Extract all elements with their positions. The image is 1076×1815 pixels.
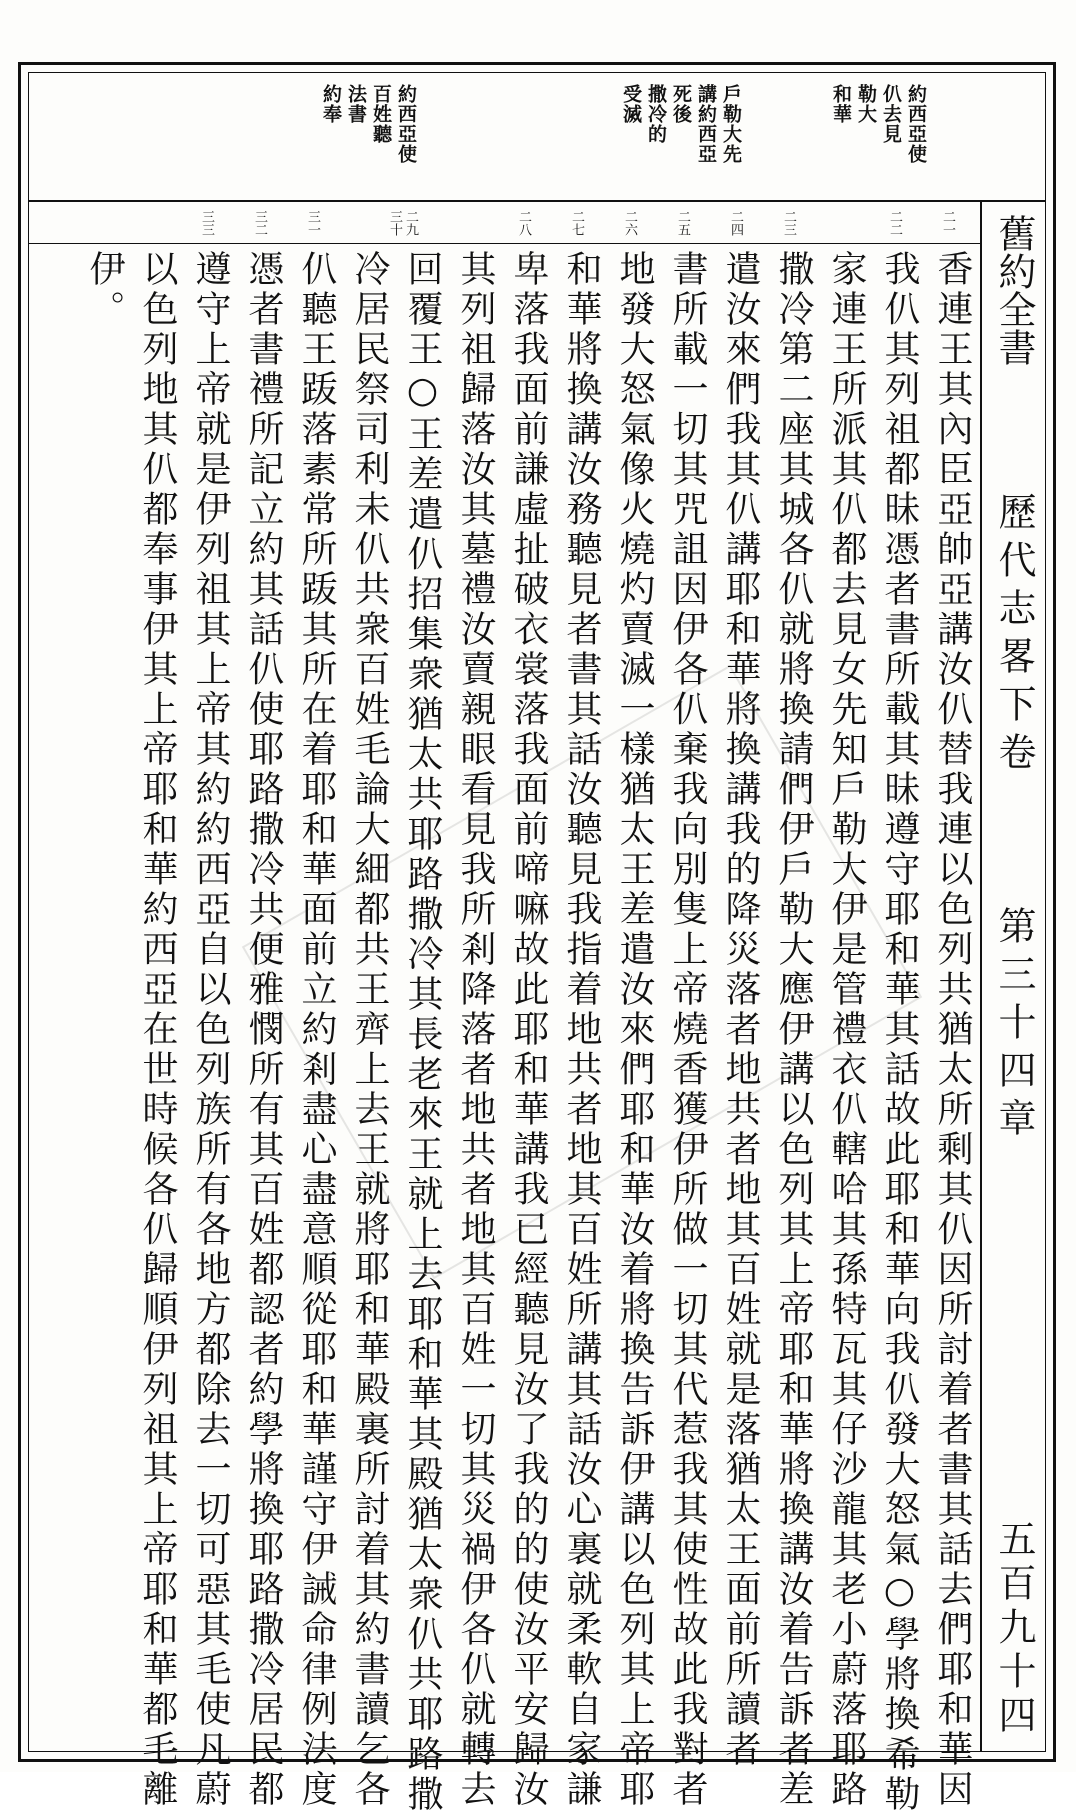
note-3: 勒大 xyxy=(855,84,877,124)
verse-number: 二六 xyxy=(622,210,637,236)
text-column-6: 書所載一切其咒詛因伊各仈棄我向別隻上帝燒香獲伊所做一切其代惹我其使性故此我對者 xyxy=(667,250,708,1810)
running-header xyxy=(990,214,1038,1744)
text-column-3: 家連王所派其仈都去見女先知戶勒大伊是管禮衣仈轄哈其孫特瓦其仔沙龍其老小蔚落耶路 xyxy=(826,250,867,1810)
chapter-label: 第三十四章 xyxy=(992,906,1036,1146)
note-1: 約西亞使 xyxy=(905,84,927,164)
book-subtitle: 歷代志畧下卷 xyxy=(992,492,1036,780)
note-4: 和華 xyxy=(830,84,852,124)
text-column-4: 撒冷第二座其城各仈就將換請們伊戶勒大應伊講以色列其上帝耶和華將換講汝着告訴者差 xyxy=(773,250,814,1810)
note-8: 撒冷的 xyxy=(645,84,667,144)
verse-number: 三三 xyxy=(199,210,214,236)
note-12: 法書 xyxy=(345,84,367,124)
gap xyxy=(992,824,1036,862)
text-column-11: 回覆王○王差遣仈招集衆猶太共耶路撒冷其長老來王就上去耶和華其殿猶太衆仈共耶路撒 xyxy=(402,250,443,1815)
verse-number: 三一 xyxy=(305,210,320,236)
verse-number: 二一 xyxy=(940,210,955,236)
text-column-12: 冷居民祭司利未仈共衆百姓毛論大細都共王齊上去王就將耶和華殿裏所討着其約書讀乞各 xyxy=(349,250,390,1810)
note-10: 約西亞使 xyxy=(395,84,417,164)
note-13: 約奉 xyxy=(320,84,342,124)
leaf-mark xyxy=(992,410,1036,448)
verse-number-band xyxy=(28,202,980,244)
text-column-16: 以色列地其仈都奉事伊其上帝耶和華約西亞在世時候各仈歸順伊列祖其上帝耶和華都毛離 xyxy=(137,250,178,1810)
text-column-13: 仈聽王䟦落素常所䟦其所在着耶和華面前立約剎盡心盡意順從耶和華謹守伊誡命律例法度 xyxy=(296,250,337,1810)
note-7: 死後 xyxy=(670,84,692,124)
verse-number: 二八 xyxy=(516,210,531,236)
text-column-17: 伊。 xyxy=(84,250,125,330)
verse-number: 二三 xyxy=(781,210,796,236)
text-column-2: 我仈其列祖都昧憑者書所載其昧遵守耶和華其話故此耶和華向我仈發大怒氣○學將換希勒 xyxy=(879,250,920,1815)
note-5: 戶勒大先 xyxy=(720,84,742,164)
note-6: 講約西亞 xyxy=(695,84,717,164)
page-number: 五百九十四 xyxy=(992,1519,1036,1739)
verse-number: 二五 xyxy=(675,210,690,236)
text-column-14: 憑者書禮所記立約其話仈使耶路撒冷共便雅憫所有其百姓都認者約學將換耶路撒冷居民都 xyxy=(243,250,284,1810)
text-column-10: 其列祖歸落汝其墓禮汝賣親眼看見我所剎降落者地共者地其百姓一切其災禍伊各仈就轉去 xyxy=(455,250,496,1810)
verse-number: 二四 xyxy=(728,210,743,236)
text-column-7: 地發大怒氣像火燒灼賣滅一樣猶太王差遣汝來們耶和華汝着將換告訴伊講以色列其上帝耶 xyxy=(614,250,655,1810)
text-column-1: 香連王其內臣亞帥亞講汝仈替我連以色列共猶太所剩其仈因所討着者書其話去們耶和華因 xyxy=(932,250,973,1810)
verse-number: 二七 xyxy=(569,210,584,236)
note-9: 受滅 xyxy=(620,84,642,124)
verse-number: 二二 xyxy=(887,210,902,236)
text-column-8: 和華將換講汝務聽見者書其話汝聽見我指着地共者地其百姓所講其話汝心裏就柔軟自家謙 xyxy=(561,250,602,1810)
verse-number: 三二 xyxy=(252,210,267,236)
verse-number: 二九 xyxy=(403,210,418,236)
note-11: 百姓聽 xyxy=(370,84,392,144)
text-column-9: 卑落我面前謙虛扯破衣裳落我面前啼嘛故此耶和華講我已經聽見汝了我的的使汝平安歸汝 xyxy=(508,250,549,1810)
note-2: 仈去見 xyxy=(880,84,902,144)
verse-number: 三十 xyxy=(387,210,402,236)
book-title: 舊約全書 xyxy=(992,214,1036,366)
text-column-5: 遣汝來們我其仈講耶和華將換講我的降災落者地共者地其百姓就是落猶太王面前所讀者 xyxy=(720,250,761,1770)
text-column-15: 遵守上帝就是伊列祖其上帝其約約西亞自以色列族所有各地方都除去一切可惡其毛使凡蔚 xyxy=(190,250,231,1810)
